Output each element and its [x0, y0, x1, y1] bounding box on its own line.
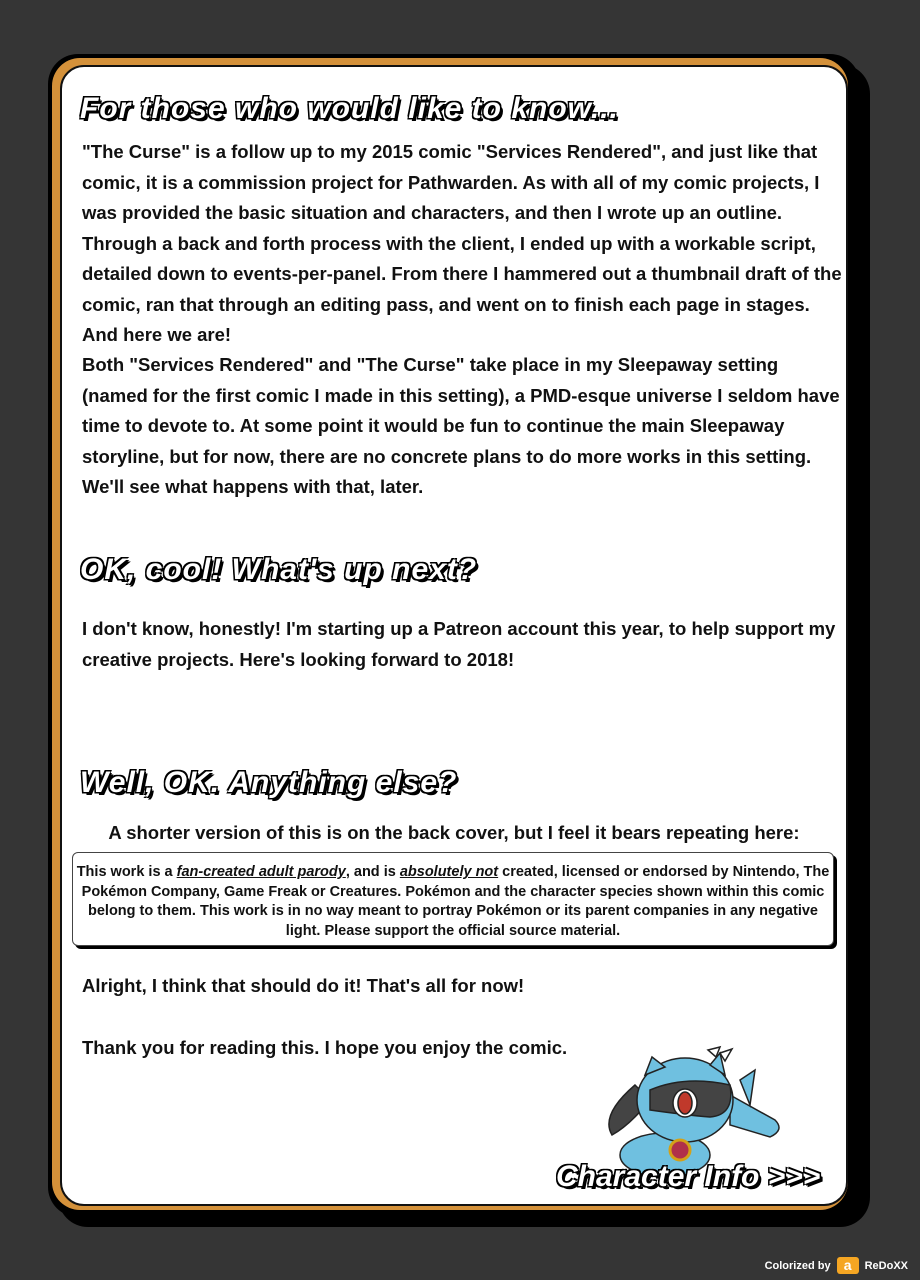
character-info-link[interactable]: Character Info >>>: [556, 1160, 821, 1193]
closing-line-2: Thank you for reading this. I hope you enjoy the comic.: [82, 1037, 568, 1058]
disclaimer-box: [72, 852, 834, 946]
paragraph-setting: Both "Services Rendered" and "The Curse" take place in my Sleepaway setting (named for the first comic I made in this setting), a PMD-esque universe I seldom have time to devote to. At some point it would be fun to continue the main Sleepaway storyline, but for now, there are no concrete plans to do more works in this setting. We'll see what happens with that, later.: [82, 354, 840, 497]
disclaimer-emphasis: fan-created adult parody: [176, 864, 346, 880]
disclaimer-text: This work is a: [76, 864, 177, 880]
heading-for-those: For those who would like to know...: [80, 92, 619, 125]
riolu-character-illustration: [590, 1045, 790, 1175]
paragraph-back-cover: A shorter version of this is on the back cover, but I feel it bears repeating here:: [108, 822, 800, 843]
redoxx-logo-icon: a: [837, 1257, 859, 1274]
disclaimer-text: , and is: [345, 864, 400, 880]
closing-line-1: Alright, I think that should do it! That's all for now!: [82, 975, 525, 996]
disclaimer-emphasis: absolutely not: [399, 864, 499, 880]
credit-label: Colorized by: [764, 1259, 831, 1272]
paragraph-intro: "The Curse" is a follow up to my 2015 comic "Services Rendered", and just like that comic, it is a commission project for Pathwarden. As with all of my comic projects, I was provided the basic situation and characters, and then I wrote up an outline. Through a back and forth process with the client, I ended up with a workable script, detailed down to events-per-panel. From there I hammered out a thumbnail draft of the comic, ran that through an editing pass, and went on to finish each page in stages. And here we are!: [82, 141, 842, 345]
credit-name: ReDoXX: [864, 1259, 908, 1272]
heading-anything-else: Well, OK. Anything else?: [80, 766, 458, 799]
colorizer-credit: [765, 1257, 908, 1274]
disclaimer-text: created, licensed or endorsed by Nintendo, The Pokémon Company, Game Freak or Creatures. Pokémon and the character species shown within this comic belong to them. This work is in no way meant to portray Pokémon or its parent companies in any negative light. Please support the official source material.: [81, 864, 830, 939]
heading-whats-next: OK, cool! What's up next?: [80, 553, 478, 586]
paragraph-next: I don't know, honestly! I'm starting up a Patreon account this year, to help support my creative projects. Here's looking forward to 2018!: [82, 618, 836, 670]
